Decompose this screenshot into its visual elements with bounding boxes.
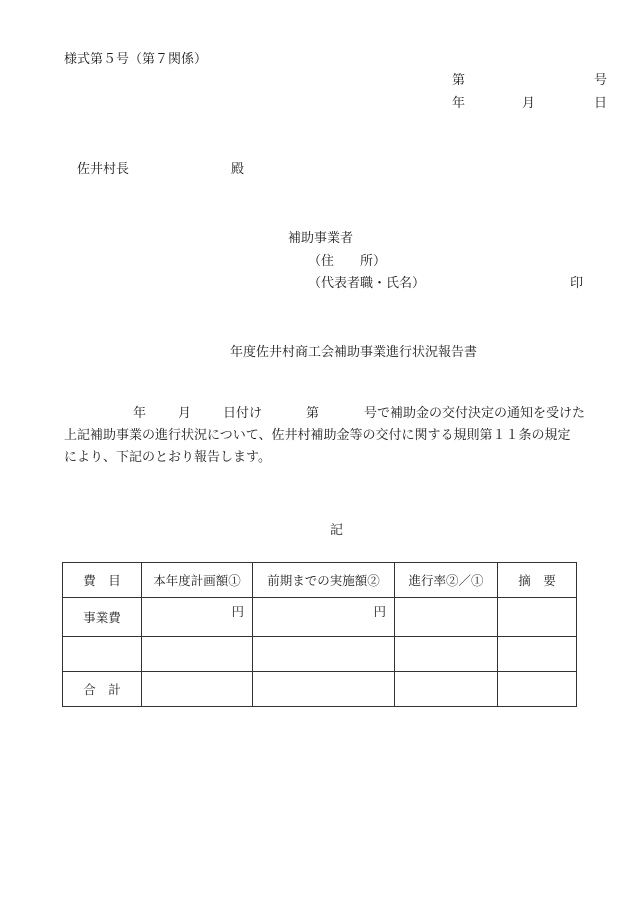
applicant-rep-label: （代表者職・氏名） bbox=[308, 276, 426, 291]
applicant-address-label: （住 所） bbox=[308, 254, 387, 269]
form-number: 様式第５号（第７関係） bbox=[64, 52, 208, 67]
doc-number-suffix: 号 bbox=[594, 73, 608, 88]
progress-rate-cell bbox=[395, 598, 498, 637]
body-date-suffix: 日付け bbox=[223, 406, 263, 421]
body-year: 年 bbox=[133, 406, 147, 421]
planned-amount-cell bbox=[142, 637, 253, 672]
table-header-row bbox=[63, 563, 577, 598]
header-previous-amount: 前期までの実施額② bbox=[253, 563, 395, 598]
addressee-name: 佐井村長 bbox=[77, 162, 130, 177]
body-dai: 第 bbox=[306, 406, 320, 421]
progress-rate-cell bbox=[395, 672, 498, 707]
date-year: 年 bbox=[452, 96, 466, 111]
remarks-cell bbox=[498, 637, 577, 672]
header-remarks: 摘 要 bbox=[498, 563, 577, 598]
remarks-cell bbox=[498, 672, 577, 707]
addressee-honorific: 殿 bbox=[231, 162, 245, 177]
applicant-label: 補助事業者 bbox=[288, 231, 354, 246]
doc-number-prefix: 第 bbox=[452, 73, 466, 88]
document-title: 年度佐井村商工会補助事業進行状況報告書 bbox=[230, 345, 478, 360]
body-line-1 bbox=[64, 403, 609, 425]
planned-amount-cell: 円 bbox=[142, 598, 253, 637]
header-progress-rate: 進行率②／① bbox=[395, 563, 498, 598]
body-paragraph bbox=[64, 403, 609, 469]
body-month: 月 bbox=[178, 406, 192, 421]
progress-rate-cell bbox=[395, 637, 498, 672]
body-line1-rest: 号で補助金の交付決定の通知を受けた bbox=[364, 406, 586, 421]
ki-label: 記 bbox=[330, 523, 344, 538]
header-planned-amount: 本年度計画額① bbox=[142, 563, 253, 598]
table-row bbox=[63, 598, 577, 637]
date-day: 日 bbox=[594, 96, 608, 111]
previous-amount-cell bbox=[253, 637, 395, 672]
previous-amount-cell bbox=[253, 672, 395, 707]
header-expense-item: 費 目 bbox=[63, 563, 142, 598]
table-row bbox=[63, 672, 577, 707]
remarks-cell bbox=[498, 598, 577, 637]
table-row bbox=[63, 637, 577, 672]
seal-mark: 印 bbox=[570, 276, 584, 291]
row-label bbox=[63, 637, 142, 672]
planned-amount-cell bbox=[142, 672, 253, 707]
row-label: 合 計 bbox=[63, 672, 142, 707]
date-month: 月 bbox=[522, 96, 536, 111]
progress-table bbox=[62, 562, 577, 707]
row-label: 事業費 bbox=[63, 598, 142, 637]
body-line-3: により、下記のとおり報告します。 bbox=[64, 450, 271, 465]
previous-amount-cell: 円 bbox=[253, 598, 395, 637]
body-line-2: 上記補助事業の進行状況について、佐井村補助金等の交付に関する規則第１１条の規定 bbox=[64, 428, 571, 443]
